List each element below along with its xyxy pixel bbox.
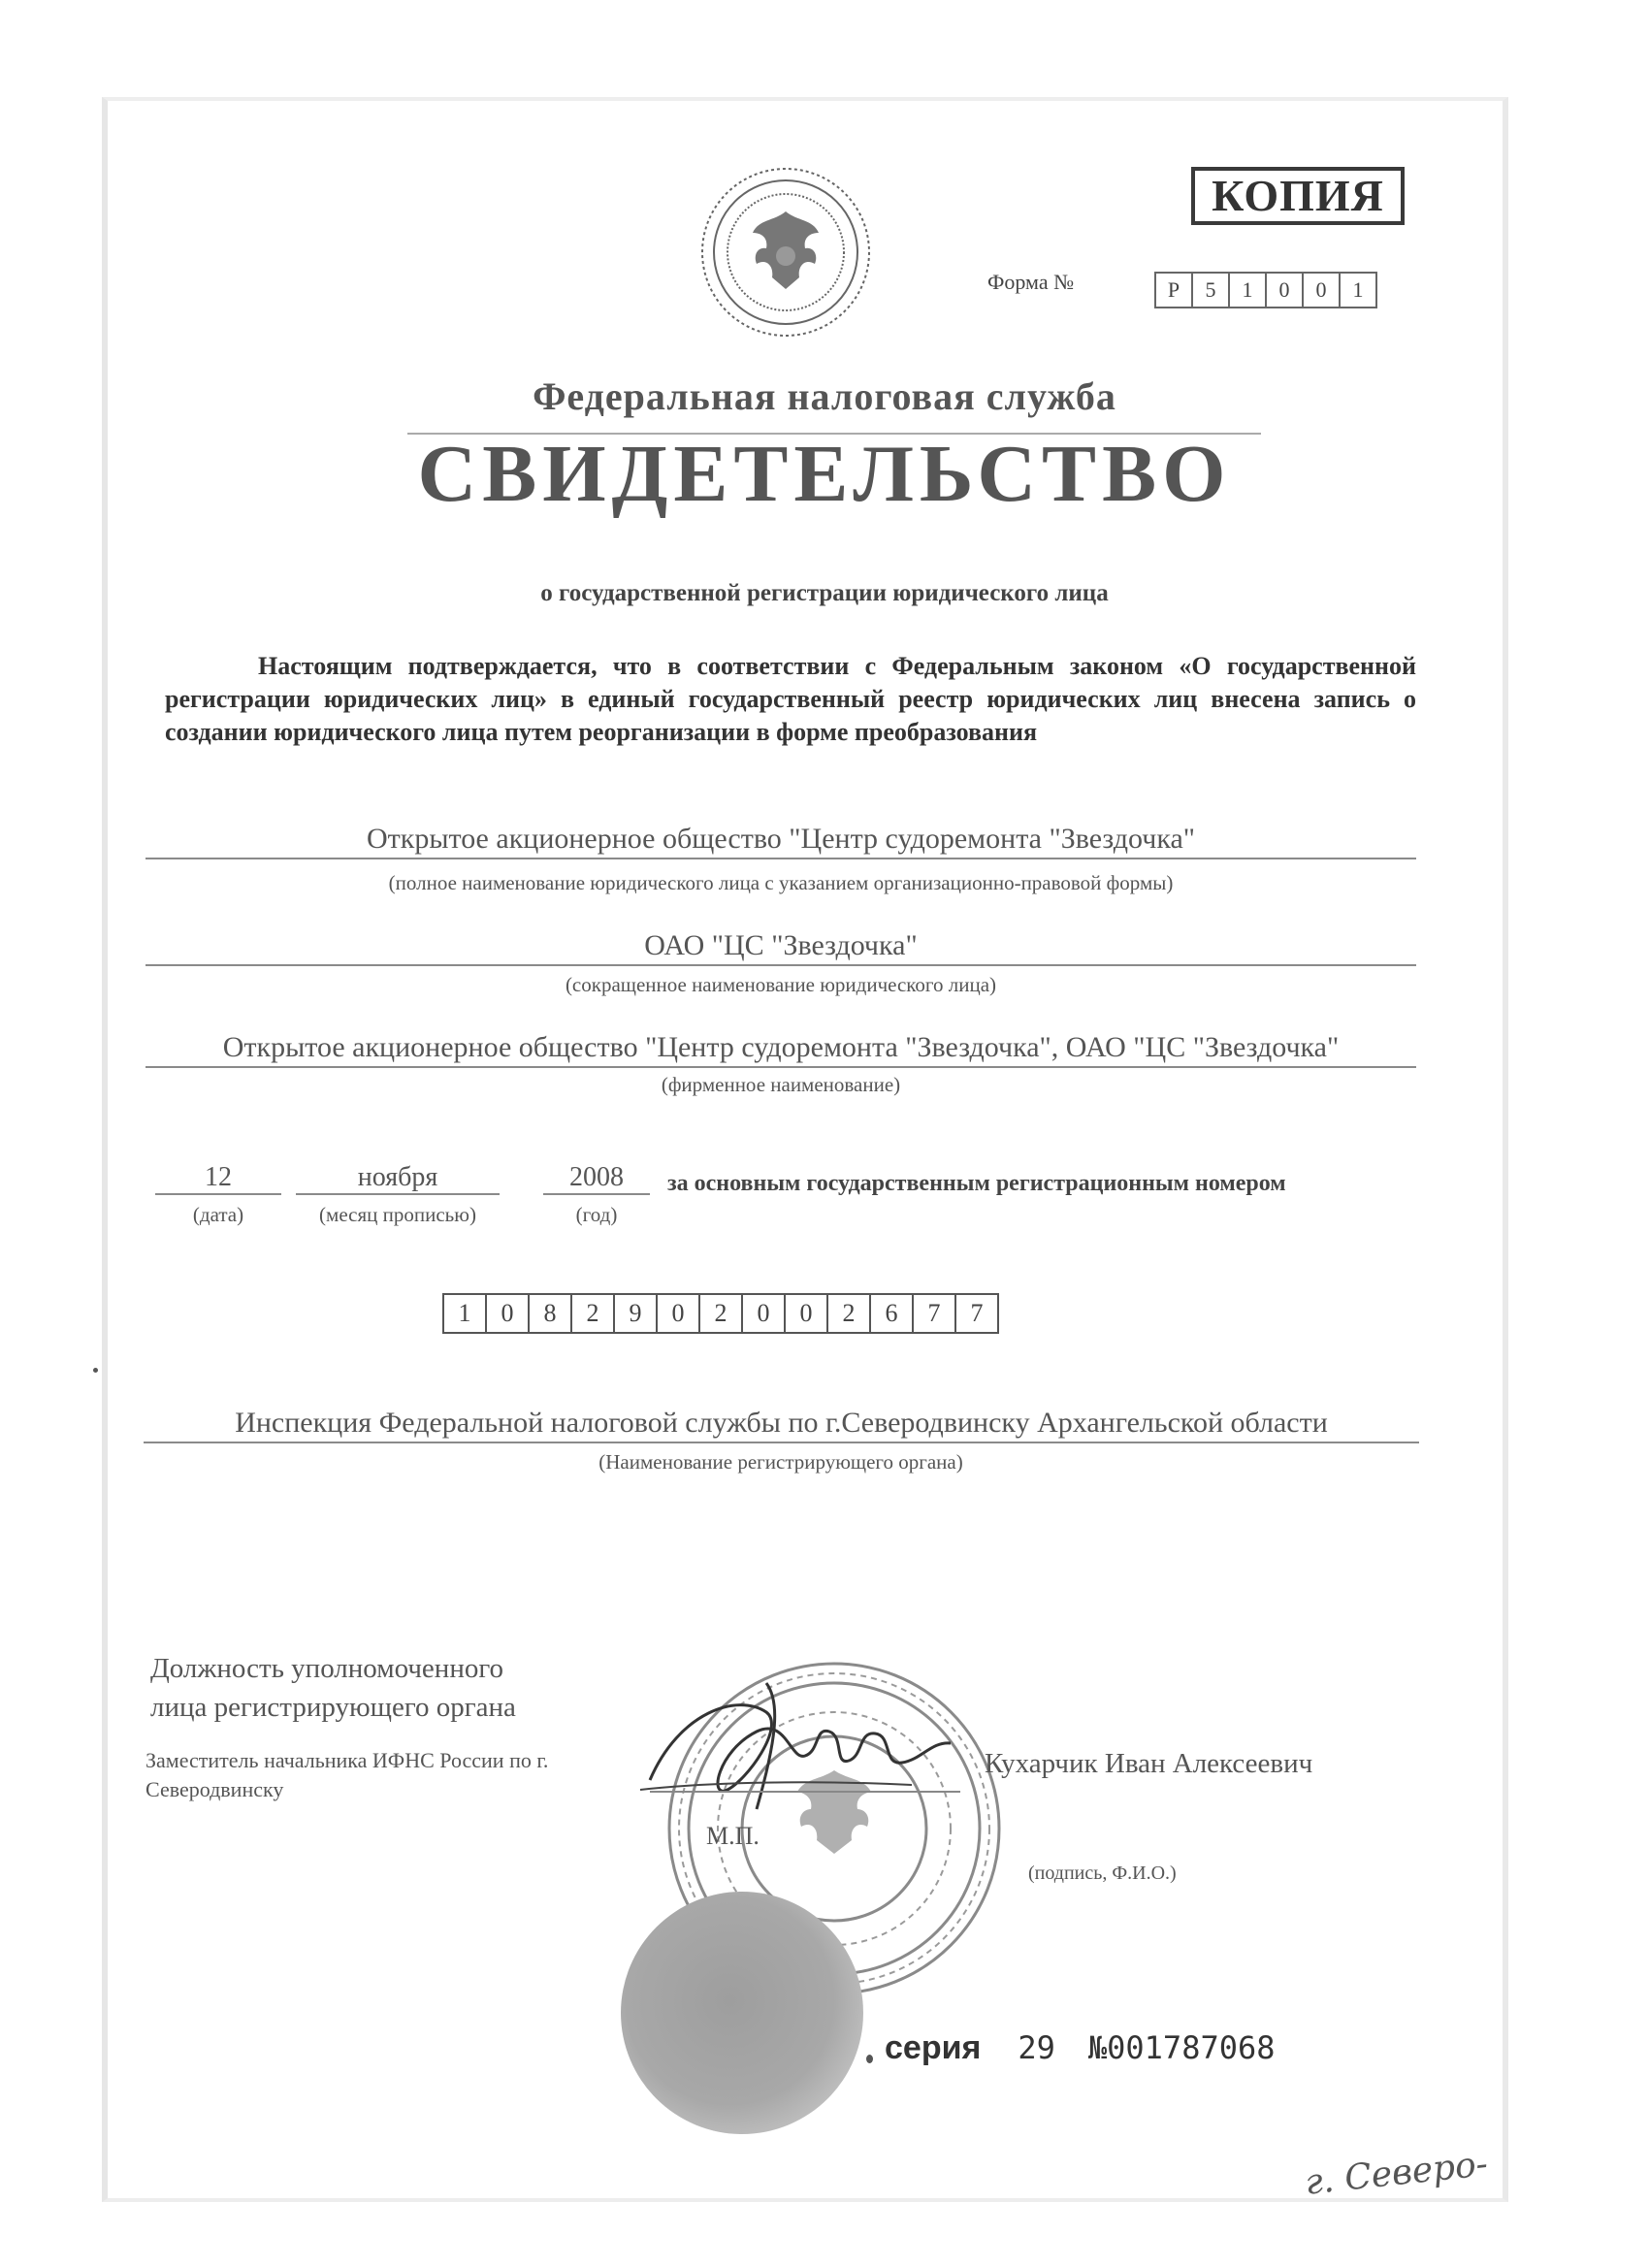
signatory-position-line2: Северодвинску (146, 1777, 284, 1801)
federal-tax-service-emblem (698, 165, 873, 340)
copy-stamp: КОПИЯ (1191, 167, 1405, 225)
ogrn-digit: 9 (613, 1293, 658, 1334)
registration-day-caption: (дата) (192, 1203, 244, 1226)
form-code-cell: 0 (1265, 272, 1304, 308)
ogrn-digit: 0 (656, 1293, 700, 1334)
certification-text: Настоящим подтверждается, что в соответствии с Федеральным законом «О государственной регистрации юридических лиц» в единый государственный реестр юридических лиц внесена запись о создании юридического лица путем реорганизации в форме преобразования (165, 652, 1416, 746)
seal-place-label: М.П. (706, 1822, 760, 1850)
form-code-cell: 1 (1228, 272, 1267, 308)
form-number-cells (1154, 272, 1375, 308)
handwritten-signature (621, 1673, 989, 1819)
ogrn-digit: 2 (570, 1293, 615, 1334)
ogrn-digit: 0 (741, 1293, 786, 1334)
form-code-cell: Р (1154, 272, 1193, 308)
ogrn-digit: 0 (784, 1293, 828, 1334)
form-code-cell: 0 (1302, 272, 1341, 308)
ogrn-digit: 6 (869, 1293, 914, 1334)
ogrn-digit: 7 (954, 1293, 999, 1334)
serial-series: 29 (1018, 2029, 1055, 2066)
ogrn-digit: 2 (698, 1293, 743, 1334)
registration-number-label: за основным государственным регистрационным номером (667, 1171, 1286, 1196)
registration-month: ноября (296, 1162, 500, 1195)
signatory-name: Кухарчик Иван Алексеевич (985, 1748, 1313, 1779)
ogrn-cells (442, 1293, 997, 1334)
entity-firm-name: Открытое акционерное общество "Центр судоремонта "Звездочка", ОАО "ЦС "Звездочка" (146, 1031, 1416, 1068)
registering-authority-caption: (Наименование регистрирующего органа) (598, 1450, 963, 1474)
signature-caption: (подпись, Ф.И.О.) (1028, 1863, 1177, 1884)
form-code-cell: 5 (1191, 272, 1230, 308)
entity-firm-name-caption: (фирменное наименование) (661, 1073, 901, 1096)
signature-line (650, 1791, 960, 1793)
authorized-person-title (150, 1649, 516, 1727)
registration-year-caption: (год) (575, 1203, 618, 1226)
serial-number: №001787068 (1087, 2029, 1276, 2066)
registering-authority-name: Инспекция Федеральной налоговой службы по г.Северодвинску Архангельской области (144, 1407, 1419, 1443)
ogrn-digit: 8 (528, 1293, 572, 1334)
ogrn-digit: 0 (485, 1293, 530, 1334)
entity-full-name: Открытое акционерное общество "Центр судоремонта "Звездочка" (146, 823, 1416, 859)
authorized-person-title-line2: лица регистрирующего органа (150, 1692, 516, 1723)
document-title: СВИДЕТЕЛЬСТВО (417, 429, 1232, 519)
authorized-person-title-line1: Должность уполномоченного (150, 1653, 504, 1684)
agency-name: Федеральная налоговая служба (533, 374, 1116, 418)
ogrn-digit: 2 (826, 1293, 871, 1334)
entity-short-name: ОАО "ЦС "Звездочка" (146, 929, 1416, 966)
entity-full-name-caption: (полное наименование юридического лица с указанием организационно-правовой формы) (388, 871, 1174, 894)
ink-speck (93, 1368, 98, 1373)
entity-short-name-caption: (сокращенное наименование юридического лица) (565, 973, 997, 996)
document-subtitle: о государственной регистрации юридического лица (540, 580, 1109, 606)
signatory-position (146, 1746, 548, 1804)
ink-blot (621, 1892, 863, 2134)
registration-year: 2008 (543, 1162, 650, 1195)
ink-speck (866, 2055, 873, 2063)
handwritten-note: г. Северо- (1303, 2144, 1490, 2203)
registration-day: 12 (155, 1162, 281, 1195)
form-code-cell: 1 (1339, 272, 1377, 308)
ogrn-digit: 1 (442, 1293, 487, 1334)
form-label: Форма № (987, 270, 1075, 294)
ogrn-digit: 7 (912, 1293, 956, 1334)
serial-label: серия (885, 2029, 982, 2066)
signatory-position-line1: Заместитель начальника ИФНС России по г. (146, 1748, 549, 1772)
registration-month-caption: (месяц прописью) (319, 1203, 476, 1226)
certificate-serial (885, 2029, 1276, 2067)
